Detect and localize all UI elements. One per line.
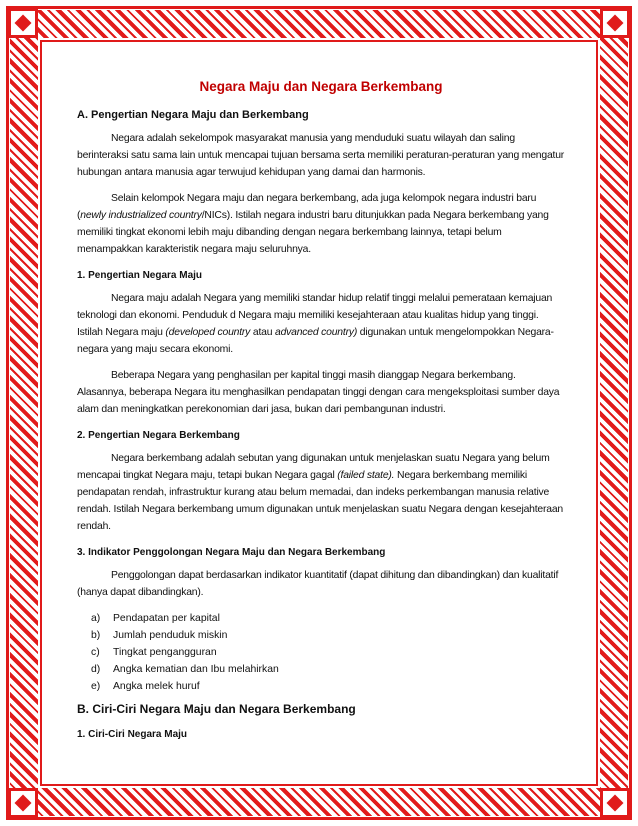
list-item: c) Tingkat pengangguran — [91, 647, 217, 658]
subsection-2-paragraph-1: Negara berkembang adalah sebutan yang digunakan untuk menjelaskan suatu Negara yang belum mencapai tingkat Negara maju, tetapi bukan Negara gagal (failed state). Negara berkembang memiliki pendapatan rendah, infrastruktur kurang atau belum memadai, dan indeks perkembangan manusia relative rendah. Istilah Negara berkembang umum digunakan untuk menjelaskan suatu Negara dengan kesejahteraan rendah. — [77, 453, 564, 532]
section-a-paragraph-2: Selain kelompok Negara maju dan negara berkembang, ada juga kelompok negara industri baru (newly industrialized country/NICs). Istilah negara industri baru ditunjukkan pada Negara berkembang yang memiliki tingkat ekonomi lebih maju dibanding dengan negara berkembang lainnya, tetapi belum menampakkan karakteristik negara maju seluruhnya. — [77, 193, 549, 255]
subsection-3-paragraph-1: Penggolongan dapat berdasarkan indikator kuantitatif (dapat dihitung dan dibandingkan) dan kualitatif (hanya dapat dibandingkan). — [77, 570, 559, 598]
corner-ornament-icon — [8, 788, 38, 818]
subsection-3-heading: 3. Indikator Penggolongan Negara Maju dan Negara Berkembang — [77, 547, 386, 558]
subsection-1-paragraph-2: Beberapa Negara yang penghasilan per kapital tinggi masih dianggap Negara berkembang. Alasannya, beberapa Negara itu menghasilkan pendapatan tinggi dengan cara mengeksploitasi sumber daya alam dan meningkatkan perekonomian dari jasa, bukan dari pembangunan industri. — [77, 370, 560, 415]
list-item: a) Pendapatan per kapital — [91, 613, 220, 624]
document-body — [77, 70, 565, 749]
corner-ornament-icon — [600, 788, 630, 818]
corner-ornament-icon — [600, 8, 630, 38]
subsection-2-heading: 2. Pengertian Negara Berkembang — [77, 430, 240, 441]
list-item: e) Angka melek huruf — [91, 681, 200, 692]
section-a-heading: A. Pengertian Negara Maju dan Berkembang — [77, 109, 309, 121]
section-a-paragraph-1: Negara adalah sekelompok masyarakat manusia yang menduduki suatu wilayah dan saling berinteraksi satu sama lain untuk mencapai tujuan bersama serta memiliki peraturan-peraturan yang mengatur hubungan antara manusia agar terwujud kehidupan yang damai dan harmonis. — [77, 133, 565, 178]
section-b-subsection-1-heading: 1. Ciri-Ciri Negara Maju — [77, 729, 188, 740]
document-title: Negara Maju dan Negara Berkembang — [199, 79, 443, 94]
subsection-1-heading: 1. Pengertian Negara Maju — [77, 270, 203, 281]
subsection-1-paragraph-1: Negara maju adalah Negara yang memiliki standar hidup relatif tinggi melalui pemerataan kemajuan teknologi dan ekonomi. Penduduk d Negara maju memiliki kesejahteraan atau kualitas hidup yang tinggi. Istilah Negara maju (developed country atau advanced country) digunakan untuk mengelompokkan Negara-negara yang maju secara ekonomi. — [77, 293, 554, 355]
corner-ornament-icon — [8, 8, 38, 38]
section-b-heading: B. Ciri-Ciri Negara Maju dan Negara Berkembang — [77, 702, 356, 716]
indicator-list — [77, 610, 565, 695]
list-item: d) Angka kematian dan Ibu melahirkan — [91, 664, 279, 675]
list-item: b) Jumlah penduduk miskin — [91, 630, 228, 641]
